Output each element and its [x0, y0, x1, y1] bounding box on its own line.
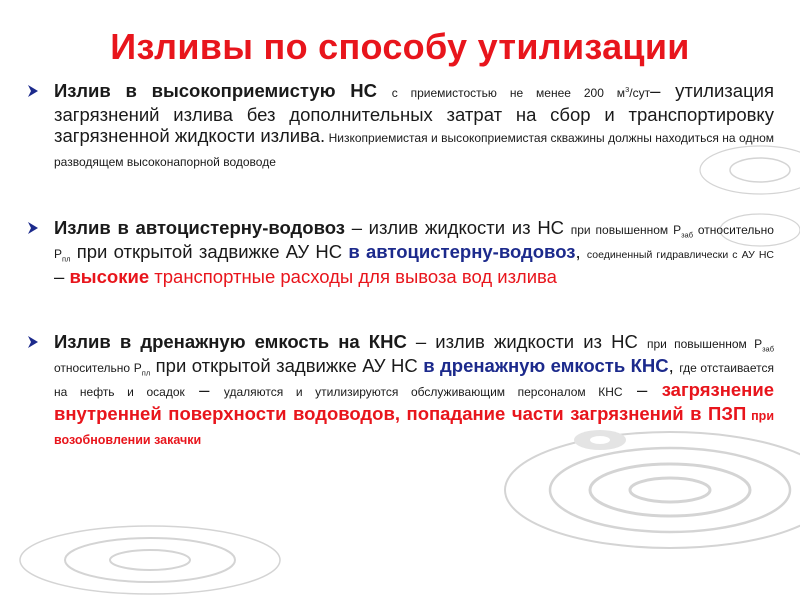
destination-highlight: в автоцистерну-водовоз: [348, 241, 576, 262]
arrow-bullet-icon: [26, 221, 40, 235]
slide-title: Изливы по способу утилизации: [110, 26, 690, 67]
bullet-item-tank-truck: Излив в автоцистерну-водовоз – излив жидкости из НС при повышенном $Р_{заб}$ относительно $Р_{пл}$ при открытой задвижке АУ НС в автоцистерну-водовоз, соединенный гидравлически с АУ НС – высокие транспортные расходы для вывоза вод излива: [22, 217, 774, 287]
bullet-text: при открытой задвижке АУ НС: [70, 241, 349, 262]
bullet-note: Низкоприемистая и высокоприемистая скважины должны находиться на одном разводящем высоконапорной водоводе: [54, 131, 775, 169]
bullet-text: при открытой задвижке АУ НС: [150, 355, 424, 376]
capacity-note: с приемистостью не менее 200 $м^3$/сут: [391, 85, 651, 100]
settling-note: где отстаивается на нефть и осадок: [54, 361, 774, 399]
connection-note: соединенный гидравлически с АУ НС: [586, 249, 775, 261]
pressure-note: при повышенном $Р_{заб}$ относительно $Р_{пл}$: [54, 223, 774, 264]
consequence-highlight: загрязнение внутренней поверхности водоводов, попадание части загрязнений в ПЗП: [54, 379, 774, 424]
disposal-note: удаляются и утилизируются обслуживающим персоналом КНС: [223, 385, 623, 399]
bullet-body: утилизация загрязнений излива без дополнительных затрат на сбор и транспортировку загрязненной жидкости излива.: [54, 80, 775, 146]
pressure-note: при повышенном $Р_{заб}$ относительно $Р_{пл}$: [54, 337, 774, 378]
consequence-highlight-cont: транспортные расходы для вывоза вод излива: [154, 266, 557, 287]
arrow-bullet-icon: [26, 335, 40, 349]
destination-highlight: в дренажную емкость КНС: [423, 355, 669, 376]
bullet-item-drainage-tank: Излив в дренажную емкость на КНС – излив жидкости из НС при повышенном $Р_{заб}$ относительно $Р_{пл}$ при открытой задвижке АУ НС в дренажную емкость КНС, где отстаивается на нефть и осадок – удаляются и утилизируются обслуживающим персоналом КНС – загрязнение внутренней поверхности водоводов, попадание части загрязнений в ПЗП при возобновлении закачки: [22, 331, 774, 451]
bullet-lead: Излив в дренажную емкость на КНС: [54, 331, 407, 352]
bullet-text: – излив жидкости из НС: [344, 217, 571, 238]
consequence-note: при возобновлении закачки: [54, 409, 775, 447]
bullet-item-high-injectivity: [22, 80, 774, 173]
consequence-highlight: высокие: [69, 266, 150, 287]
bullet-text: – излив жидкости из НС: [406, 331, 647, 352]
bullet-lead: Излив в высокоприемистую НС: [54, 80, 377, 101]
bullet-list: [22, 80, 774, 451]
bullet-lead: Излив в автоцистерну-водовоз: [54, 217, 345, 238]
dash: –: [650, 80, 661, 101]
arrow-bullet-icon: [26, 84, 40, 98]
